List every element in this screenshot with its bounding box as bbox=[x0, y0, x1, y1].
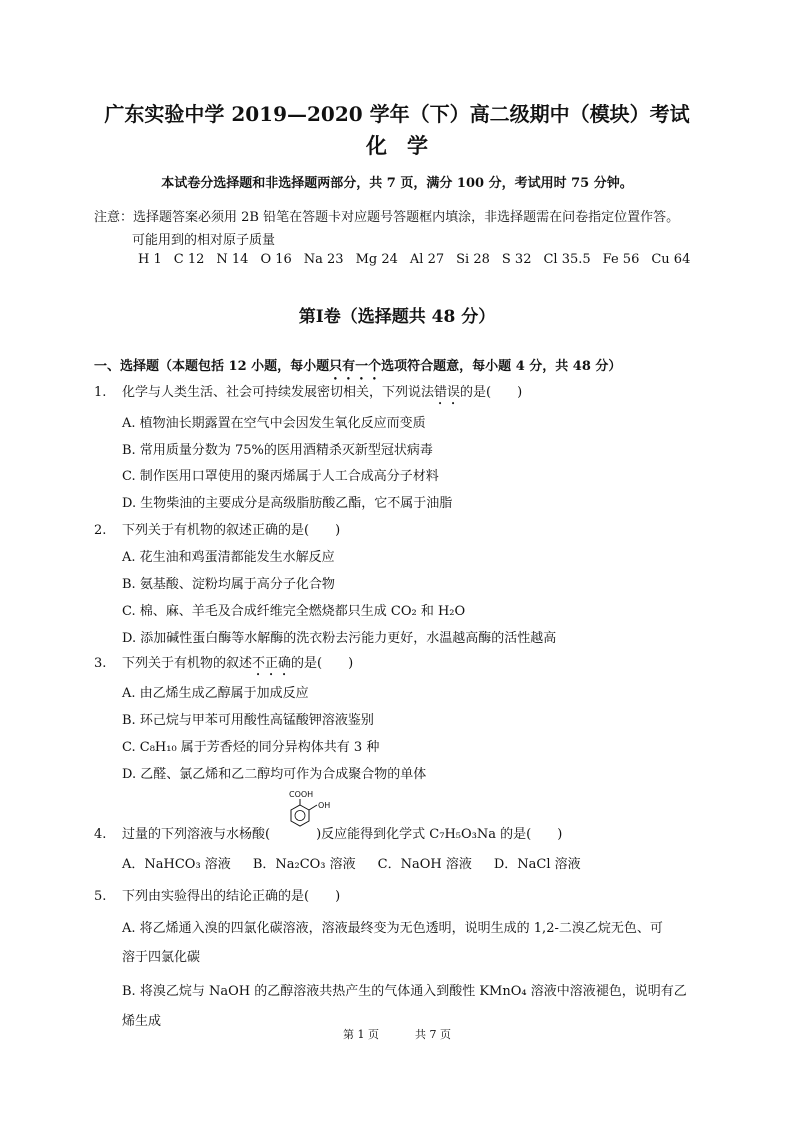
question-text: 化学与人类生活、社会可持续发展密切相关，下列说法 bbox=[122, 385, 435, 400]
question-number: 1. bbox=[94, 385, 107, 400]
atomic-mass-item: H 1 bbox=[138, 252, 162, 267]
question-text: )反应能得到化学式 C₇H₅O₃Na 的是( ) bbox=[316, 827, 563, 842]
exam-intro: 本试卷分选择题和非选择题两部分，共 7 页，满分 100 分，考试用时 75 分钟。 bbox=[161, 176, 633, 191]
atomic-mass-item: Si 28 bbox=[456, 252, 490, 267]
question-number: 3. bbox=[94, 656, 107, 671]
atomic-mass-item: C 12 bbox=[173, 252, 205, 267]
page-total: 共 7 页 bbox=[415, 1028, 451, 1041]
question-number: 4. bbox=[94, 827, 107, 842]
question-text: 的是( ) bbox=[291, 656, 354, 671]
question-number: 5. bbox=[94, 889, 107, 904]
option: A. 由乙烯生成乙醇属于加成反应 bbox=[122, 686, 309, 701]
option-row bbox=[122, 853, 581, 872]
question-emphasis: 不正确 bbox=[252, 656, 292, 671]
option: C．NaOH 溶液 bbox=[377, 857, 472, 872]
atomic-mass-list bbox=[138, 252, 690, 267]
option: A. 将乙烯通入溴的四氯化碳溶液，溶液最终变为无色透明，说明生成的 1,2-二溴乙烷无色、可 bbox=[122, 921, 663, 936]
option: D. 乙醛、氯乙烯和乙二醇均可作为合成聚合物的单体 bbox=[122, 767, 427, 782]
question-emphasis: 错误 bbox=[434, 385, 461, 400]
part-emphasis: 只有一个 bbox=[329, 359, 382, 374]
atomic-mass-item: Fe 56 bbox=[602, 252, 640, 267]
option: C. 棉、麻、羊毛及合成纤维完全燃烧都只生成 CO₂ 和 H₂O bbox=[122, 604, 466, 619]
page-number: 第 1 页 bbox=[343, 1028, 379, 1041]
atomic-mass-item: Na 23 bbox=[303, 252, 344, 267]
question-text: 下列关于有机物的叙述正确的是( ) bbox=[122, 523, 341, 538]
question-stem bbox=[94, 519, 340, 538]
option: B. 常用质量分数为 75%的医用酒精杀灭新型冠状病毒 bbox=[122, 443, 433, 458]
question-text: 过量的下列溶液与水杨酸( bbox=[122, 827, 271, 842]
exam-note: 注意：选择题答案必须用 2B 铅笔在答题卡对应题号答题框内填涂，非选择题需在问卷指定位置作答。 bbox=[94, 210, 680, 225]
option: B．Na₂CO₃ 溶液 bbox=[252, 857, 356, 872]
question-stem bbox=[94, 381, 522, 408]
option: D．NaCl 溶液 bbox=[493, 857, 581, 872]
atomic-mass-item: Mg 24 bbox=[355, 252, 398, 267]
question-stem bbox=[94, 823, 562, 842]
question-number: 2. bbox=[94, 523, 107, 538]
option: D. 生物柴油的主要成分是高级脂肪酸乙酯，它不属于油脂 bbox=[122, 496, 453, 511]
option: A. 植物油长期露置在空气中会因发生氧化反应而变质 bbox=[122, 416, 426, 431]
part-text: 选项符合题意，每小题 4 分，共 48 分） bbox=[381, 359, 622, 374]
option: B. 环己烷与甲苯可用酸性高锰酸钾溶液鉴别 bbox=[122, 713, 374, 728]
atomic-mass-item: Cl 35.5 bbox=[543, 252, 591, 267]
subject-title: 化学 bbox=[366, 133, 448, 158]
atomic-mass-item: S 32 bbox=[501, 252, 532, 267]
question-text: 下列由实验得出的结论正确的是( ) bbox=[122, 889, 341, 904]
atomic-mass-label: 可能用到的相对原子质量 bbox=[132, 233, 276, 248]
part-instructions bbox=[94, 355, 621, 383]
atomic-mass-item: Al 27 bbox=[409, 252, 445, 267]
part-text: 一、选择题（本题包括 12 小题，每小题 bbox=[94, 359, 330, 374]
page-footer bbox=[0, 1026, 794, 1042]
option: 烯生成 bbox=[122, 1014, 162, 1029]
option: C. 制作医用口罩使用的聚丙烯属于人工合成高分子材料 bbox=[122, 469, 439, 484]
question-stem bbox=[94, 885, 340, 904]
cooh-label: COOH bbox=[289, 790, 314, 799]
option: D. 添加碱性蛋白酶等水解酶的洗衣粉去污能力更好，水温越高酶的活性越高 bbox=[122, 631, 557, 646]
question-text: 的是( ) bbox=[460, 385, 523, 400]
question-text: 下列关于有机物的叙述 bbox=[122, 656, 253, 671]
oh-label: OH bbox=[318, 801, 331, 810]
option: A．NaHCO₃ 溶液 bbox=[122, 857, 231, 872]
option: A. 花生油和鸡蛋清都能发生水解反应 bbox=[122, 550, 335, 565]
exam-title: 广东实验中学 2019—2020 学年（下）高二级期中（模块）考试 bbox=[104, 102, 690, 126]
option: B. 将溴乙烷与 NaOH 的乙醇溶液共热产生的气体通入到酸性 KMnO₄ 溶液中溶液褪色，说明有乙 bbox=[122, 984, 687, 999]
question-stem bbox=[94, 652, 353, 679]
option: 溶于四氯化碳 bbox=[122, 950, 201, 965]
option: C. C₈H₁₀ 属于芳香烃的同分异构体共有 3 种 bbox=[122, 740, 380, 755]
atomic-mass-item: O 16 bbox=[260, 252, 292, 267]
atomic-mass-item: Cu 64 bbox=[651, 252, 691, 267]
atomic-mass-item: N 14 bbox=[216, 252, 249, 267]
section-title: 第Ⅰ卷（选择题共 48 分） bbox=[298, 307, 496, 327]
option: B. 氨基酸、淀粉均属于高分子化合物 bbox=[122, 577, 335, 592]
